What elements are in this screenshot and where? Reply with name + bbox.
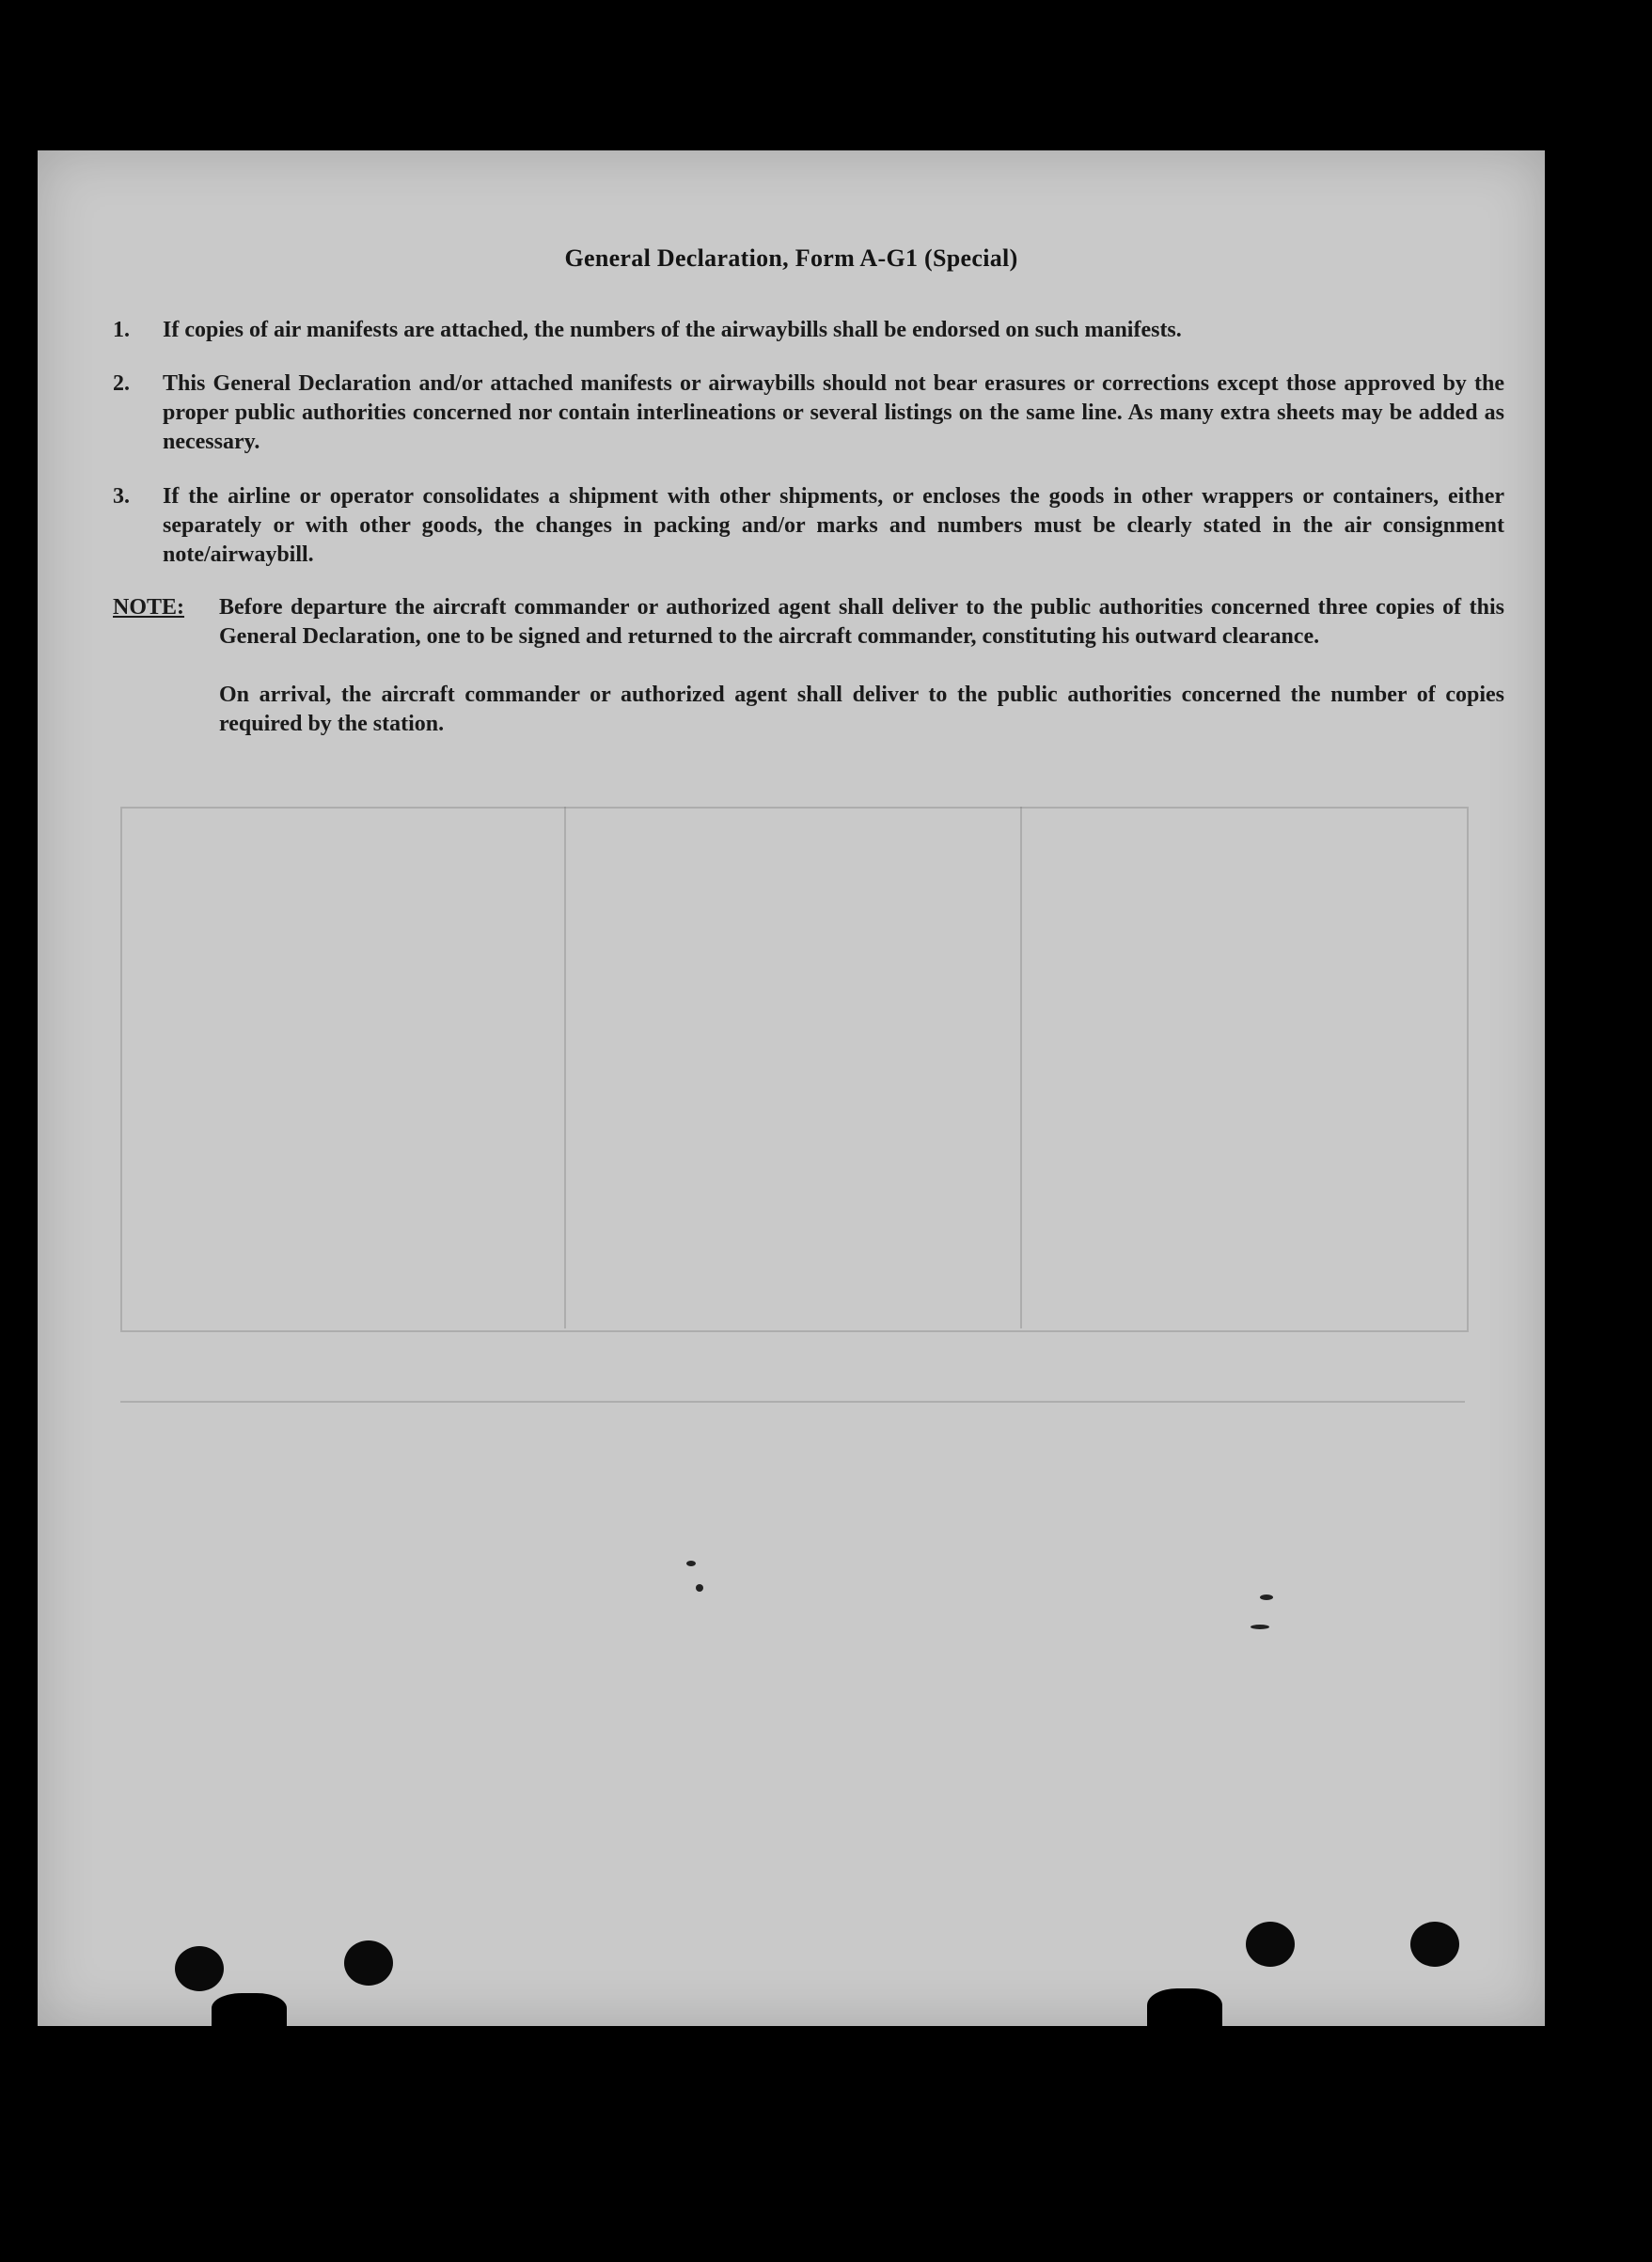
ink-speck <box>686 1561 696 1566</box>
instruction-item-2 <box>113 369 1504 457</box>
punch-hole <box>1246 1922 1295 1967</box>
note-paragraph-2: On arrival, the aircraft commander or authorized agent shall deliver to the public authorities concerned the number of copies required by the station. <box>219 683 1504 736</box>
ink-speck <box>1260 1594 1273 1600</box>
bleed-through-rule <box>120 1401 1465 1403</box>
item-text: If copies of air manifests are attached, the numbers of the airwaybills shall be endorsed on such manifests. <box>163 318 1182 342</box>
torn-edge <box>1147 1988 1222 2031</box>
instruction-item-1 <box>113 316 1504 345</box>
punch-hole <box>1410 1922 1459 1967</box>
item-number: 1. <box>113 318 130 342</box>
punch-hole <box>175 1946 224 1991</box>
item-number: 3. <box>113 484 130 509</box>
document-title: General Declaration, Form A-G1 (Special) <box>564 244 1018 272</box>
note-paragraph-1: Before departure the aircraft commander or authorized agent shall deliver to the public authorities concerned three copies of this General Declaration, one to be signed and returned to the aircraft commander, constituting his outward clearance. <box>219 595 1504 649</box>
note-label: NOTE: <box>113 595 185 620</box>
ink-speck <box>696 1584 703 1592</box>
document-page <box>38 150 1545 2026</box>
punch-hole <box>344 1940 393 1986</box>
note-section <box>113 593 1504 739</box>
item-text: This General Declaration and/or attached manifests or airwaybills should not bear erasures or corrections except those approved by the proper public authorities concerned nor contain interlineations or several listings on the same line. As many extra sheets may be added as necessary. <box>163 371 1504 454</box>
bleed-through-divider <box>564 807 566 1328</box>
ink-speck <box>1251 1625 1269 1629</box>
item-text: If the airline or operator consolidates a shipment with other shipments, or encloses the goods in other wrappers or containers, either separately or with other goods, the changes in packing and/or marks and numbers must be clearly stated in the air consignment note/airwaybill. <box>163 484 1504 567</box>
bleed-through-divider <box>1020 807 1022 1328</box>
torn-edge <box>212 1993 287 2031</box>
bleed-through-form-grid <box>120 807 1469 1332</box>
instruction-item-3 <box>113 482 1504 570</box>
item-number: 2. <box>113 371 130 396</box>
